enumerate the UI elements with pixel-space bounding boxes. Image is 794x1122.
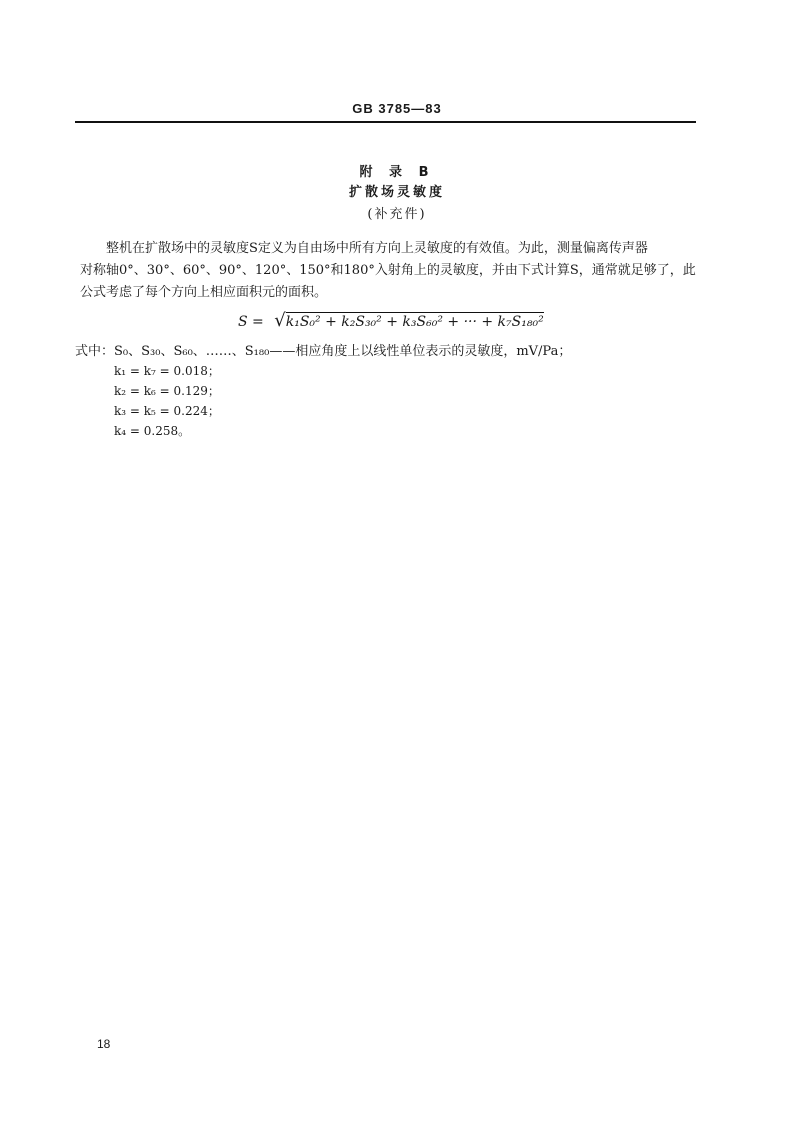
appendix-note: (补充件) bbox=[367, 207, 427, 222]
coefficient-item: k₁ = k₇ = 0.018； bbox=[114, 364, 220, 378]
coefficient-item: k₄ = 0.258。 bbox=[114, 424, 191, 438]
body-paragraph bbox=[80, 238, 700, 304]
paragraph-line-1: 整机在扩散场中的灵敏度S定义为自由场中所有方向上灵敏度的有效值。为此，测量偏离传声器 bbox=[106, 241, 648, 256]
symbol-definitions: 式中：S₀、S₃₀、S₆₀、……、S₁₈₀——相应角度上以线性单位表示的灵敏度，mV/Pa； bbox=[75, 344, 572, 359]
appendix-title: 扩散场灵敏度 bbox=[348, 185, 445, 200]
formula-radicand: k₁S₀² + k₂S₃₀² + k₃S₆₀² + ··· + k₇S₁₈₀² bbox=[285, 314, 544, 330]
coefficient-list bbox=[114, 361, 220, 441]
formula-lhs: S = bbox=[238, 314, 264, 330]
sqrt-symbol: √ bbox=[274, 310, 286, 331]
document-code: GB 3785—83 bbox=[352, 101, 442, 116]
sensitivity-formula bbox=[238, 310, 544, 331]
page-number: 18 bbox=[97, 1037, 111, 1051]
appendix-label: 附 录 B bbox=[359, 165, 435, 180]
coefficient-item: k₃ = k₅ = 0.224； bbox=[114, 404, 220, 418]
header-rule bbox=[75, 121, 696, 123]
coefficient-item: k₂ = k₆ = 0.129； bbox=[114, 384, 220, 398]
paragraph-line-3: 公式考虑了每个方向上相应面积元的面积。 bbox=[80, 285, 328, 300]
paragraph-line-2: 对称轴0°、30°、60°、90°、120°、150°和180°入射角上的灵敏度，并由下式计算S，通常就足够了，此 bbox=[80, 263, 696, 278]
